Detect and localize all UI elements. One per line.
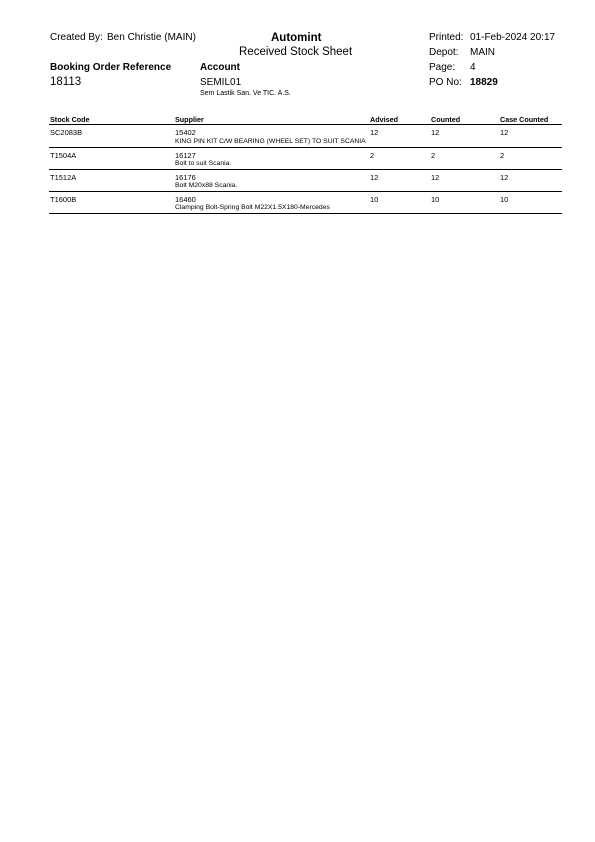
table-row-advised: 10 [370,195,379,204]
table-row-supplier-code: 15402 [175,128,196,137]
company-name: Automint [271,32,322,44]
table-row-case-counted: 2 [500,151,505,160]
table-row-stock-code: T1600B [50,195,77,204]
table-row-advised: 12 [370,173,379,182]
table-row-advised: 12 [370,128,379,137]
header-rule [49,124,562,125]
table-row-description: Clamping Bolt-Spring Bolt M22X1.5X180-Mercedes [175,204,330,211]
created-by-value: Ben Christie (MAIN) [107,32,196,43]
row-divider [49,191,562,192]
table-row-description: Bolt to suit Scania. [175,160,232,167]
printed-label: Printed: [429,32,464,43]
table-row-supplier-code: 16460 [175,195,196,204]
table-row-counted: 12 [431,128,440,137]
booking-ref-label: Booking Order Reference [50,62,172,73]
col-advised: Advised [370,115,398,124]
table-row-case-counted: 10 [500,195,509,204]
booking-ref-value: 18113 [50,76,82,88]
table-row-description: Bolt M20x88 Scania. [175,182,238,189]
table-row-counted: 2 [431,151,436,160]
depot-label: Depot: [429,47,459,58]
created-by-label: Created By: [50,32,103,43]
col-stock-code: Stock Code [50,115,90,124]
report-title: Received Stock Sheet [239,46,353,58]
table-row-stock-code: SC2083B [50,128,83,137]
page-value: 4 [470,62,476,73]
printed-value: 01-Feb-2024 20:17 [470,32,556,43]
account-code: SEMIL01 [200,77,242,88]
page-label: Page: [429,62,456,73]
account-name: Sem Lastik San. Ve TIC. A.S. [200,90,291,97]
row-divider [49,213,562,214]
account-label: Account [200,62,240,73]
table-row-counted: 10 [431,195,440,204]
table-row-case-counted: 12 [500,173,509,182]
row-divider [49,169,562,170]
col-counted: Counted [431,115,461,124]
table-row-supplier-code: 16127 [175,151,196,160]
table-row-case-counted: 12 [500,128,509,137]
col-case-counted: Case Counted [500,115,549,124]
po-value: 18829 [470,77,498,88]
row-divider [49,147,562,148]
table-row-supplier-code: 16176 [175,173,196,182]
table-row-advised: 2 [370,151,375,160]
table-row-stock-code: T1504A [50,151,77,160]
table-row-counted: 12 [431,173,440,182]
po-label: PO No: [429,77,462,88]
table-row-stock-code: T1512A [50,173,77,182]
col-supplier: Supplier [175,115,204,124]
table-row-description: KING PIN KIT C/W BEARING (WHEEL SET) TO SUIT SCANIA [175,138,366,145]
depot-value: MAIN [470,47,495,58]
